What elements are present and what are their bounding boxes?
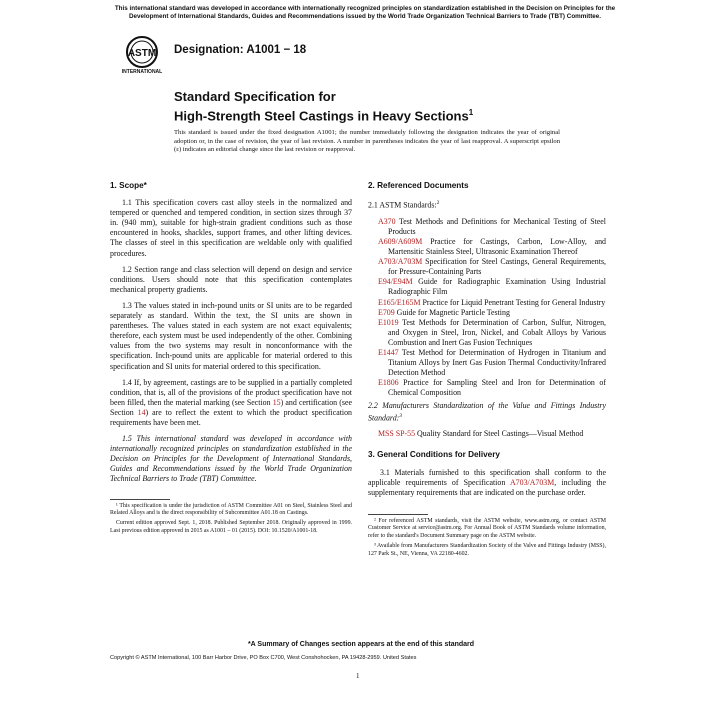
reference-item: A370 Test Methods and Definitions for Mechanical Testing of Steel Products	[378, 216, 606, 236]
reference-code[interactable]: E94/E94M	[378, 277, 413, 287]
astm-logo	[120, 34, 164, 74]
footnote-3-ref[interactable]: 3	[399, 412, 403, 419]
footnote-1: ¹ This specification is under the jurisdiction of ASTM Committee A01 on Steel, Stainless Steel and Related Alloys and is the direct responsibility of Subcommittee A01.18 on Castings.	[110, 502, 352, 517]
astm-standards-label: 2.1 ASTM Standards:$^2$	[368, 200, 440, 210]
footnotes-left	[110, 503, 352, 536]
issue-note: This standard is issued under the fixed designation A1001; the number immediately following the designation indicates the year of original adoption or, in the case of revision, the year of last revision. A number in parentheses indicates the year of last reapproval. A superscript epsilon (ε) indicates an editorial change since the last revision or reapproval.	[174, 129, 560, 154]
reference-item: E709 Guide for Magnetic Particle Testing	[378, 307, 510, 317]
reference-item: E165/E165M Practice for Liquid Penetrant Testing for General Industry	[378, 297, 606, 307]
scope-p4: 1.4 If, by agreement, castings are to be supplied in a partially completed condition, that is, all of the provisions of the product specification have not been filled, then the material marking (see Section 15) and certification (see Section 14) are to reflect the extent to which the product specification requirements have been met.	[110, 377, 352, 427]
page-number: 1	[356, 672, 360, 680]
footnotes-right	[368, 518, 606, 559]
scope-p5: 1.5 This international standard was developed in accordance with internationally recognized principles on standardization established in the Decision on Principles for the Development of International Standards, Guides and Recommendations issued by the World Trade Organization Technical Barriers to Trade (TBT) Committee.	[110, 434, 352, 484]
reference-code[interactable]: E1806	[378, 378, 399, 388]
scope-p2: 1.2 Section range and class selection will depend on design and service conditions. Users should note that this specification contemplates mechanical property gradients.	[110, 264, 352, 294]
reference-list	[368, 217, 606, 399]
reference-item: E1019 Test Methods for Determination of Carbon, Sulfur, Nitrogen, and Oxygen in Steel, Iron, Nickel, and Cobalt Alloys by Various Combustion and Inert Gas Fusion Techniques	[378, 317, 606, 347]
reference-item: A703/A703M Specification for Steel Castings, General Requirements, for Pressure-Containing Parts	[378, 257, 606, 277]
title-line-1: Standard Specification for	[174, 89, 336, 104]
reference-code[interactable]: MSS SP-55	[378, 429, 416, 439]
summary-note: *A Summary of Changes section appears at the end of this standard	[247, 641, 475, 648]
general-p1: 3.1 Materials furnished to this specification shall conform to the applicable requirements of Specification A703/A703M, including the supplementary requirements that are indicated on the purchase order.	[368, 467, 606, 497]
reference-item: E94/E94M Guide for Radiographic Examination Using Industrial Radiographic Film	[378, 277, 606, 297]
section-14-link[interactable]: 14	[137, 407, 146, 417]
reference-code[interactable]: E709	[378, 307, 395, 317]
referenced-heading: 2. Referenced Documents	[368, 181, 469, 190]
left-column	[110, 181, 352, 537]
a703-link[interactable]: A703/A703M	[509, 477, 555, 487]
reference-code[interactable]: A703/A703M	[378, 257, 423, 267]
reference-item: E1447 Test Method for Determination of Hydrogen in Titanium and Titanium Alloys by Inert Gas Fusion Thermal Conductivity/Infrared Detection Method	[378, 348, 606, 378]
title-line-2: High-Strength Steel Castings in Heavy Sections	[174, 108, 469, 124]
designation: Designation: A1001 − 18	[174, 44, 307, 56]
footnote-rule-left	[110, 499, 170, 500]
reference-item: MSS SP-55 Quality Standard for Steel Castings—Visual Method	[378, 429, 584, 439]
reference-item: E1806 Practice for Sampling Steel and Iron for Determination of Chemical Composition	[378, 378, 606, 398]
general-heading: 3. General Conditions for Delivery	[368, 450, 500, 460]
reference-item: A609/A609M Practice for Castings, Carbon, Low-Alloy, and Martensitic Stainless Steel, Ultrasonic Examination Thereof	[378, 237, 606, 257]
reference-code[interactable]: E165/E165M	[378, 297, 421, 307]
reference-code[interactable]: E1019	[378, 317, 399, 327]
footnote-2: ² For referenced ASTM standards, visit the ASTM website, www.astm.org, or contact ASTM Customer Service at service@astm.org. For Annual Book of ASTM Standards volume information, refer to the standard's Document Summary page on the ASTM website.	[368, 517, 606, 540]
notice-banner: This international standard was developed in accordance with internationally recognized principles on standardization established in the Decision on Principles for the Development of International Standards, Guides and Recommendations issued by the World Trade Organization Technical Barriers to Trade (TBT) Committee.	[114, 5, 616, 21]
copyright: Copyright © ASTM International, 100 Barr Harbor Drive, PO Box C700, West Conshohocken, PA 19428-2959. United States	[110, 655, 417, 661]
document-title	[174, 89, 604, 124]
mss-standards-label: 2.2 Manufacturers Standardization of the Value and Fittings Industry Standard:$^3$	[368, 400, 606, 423]
section-15-link[interactable]: 15	[272, 397, 281, 407]
title-footnote-ref[interactable]: 1	[468, 108, 474, 117]
footnote-1-edition: Current edition approved Sept. 1, 2018. Published September 2018. Originally approved in 1999. Last previous edition approved in 2015 as A1001 – 01 (2015). DOI: 10.1520/A1001-18.	[110, 519, 352, 534]
reference-code[interactable]: A609/A609M	[378, 237, 423, 246]
logo-text: ASTM	[127, 48, 157, 59]
scope-heading: 1. Scope*	[110, 181, 147, 190]
footnote-3: ³ Available from Manufacturers Standardization Society of the Valve and Fittings Industry (MSS), 127 Park St., NE, Vienna, VA 22180-4602.	[368, 542, 606, 557]
footnote-rule-right	[368, 514, 428, 515]
reference-code[interactable]: A370	[378, 216, 396, 226]
reference-code[interactable]: E1447	[378, 348, 399, 358]
scope-p1: 1.1 This specification covers cast alloy steels in the normalized and tempered or quenched and tempered condition, in section sizes through 37 in. (940 mm), suitable for high-strain gradient conditions such as those encountered in hooks, shackles, support frames, and other lifting devices. The classes of steel in this specification are weldable only with qualified procedures.	[110, 198, 352, 258]
logo-subtext: INTERNATIONAL	[121, 69, 163, 74]
right-column	[368, 181, 606, 560]
scope-p3: 1.3 The values stated in inch-pound units or SI units are to be regarded separately as standard. Within the text, the SI units are shown in parentheses. The values stated in each system are not exact equivalents; therefore, each system must be used independently of the other. Combining values from the two systems may result in nonconformance with the specification. Inch-pound units are applicable for material ordered to this specification and SI units for material ordered to this specification.	[110, 300, 352, 371]
footnote-2-ref[interactable]: 2	[436, 200, 440, 207]
